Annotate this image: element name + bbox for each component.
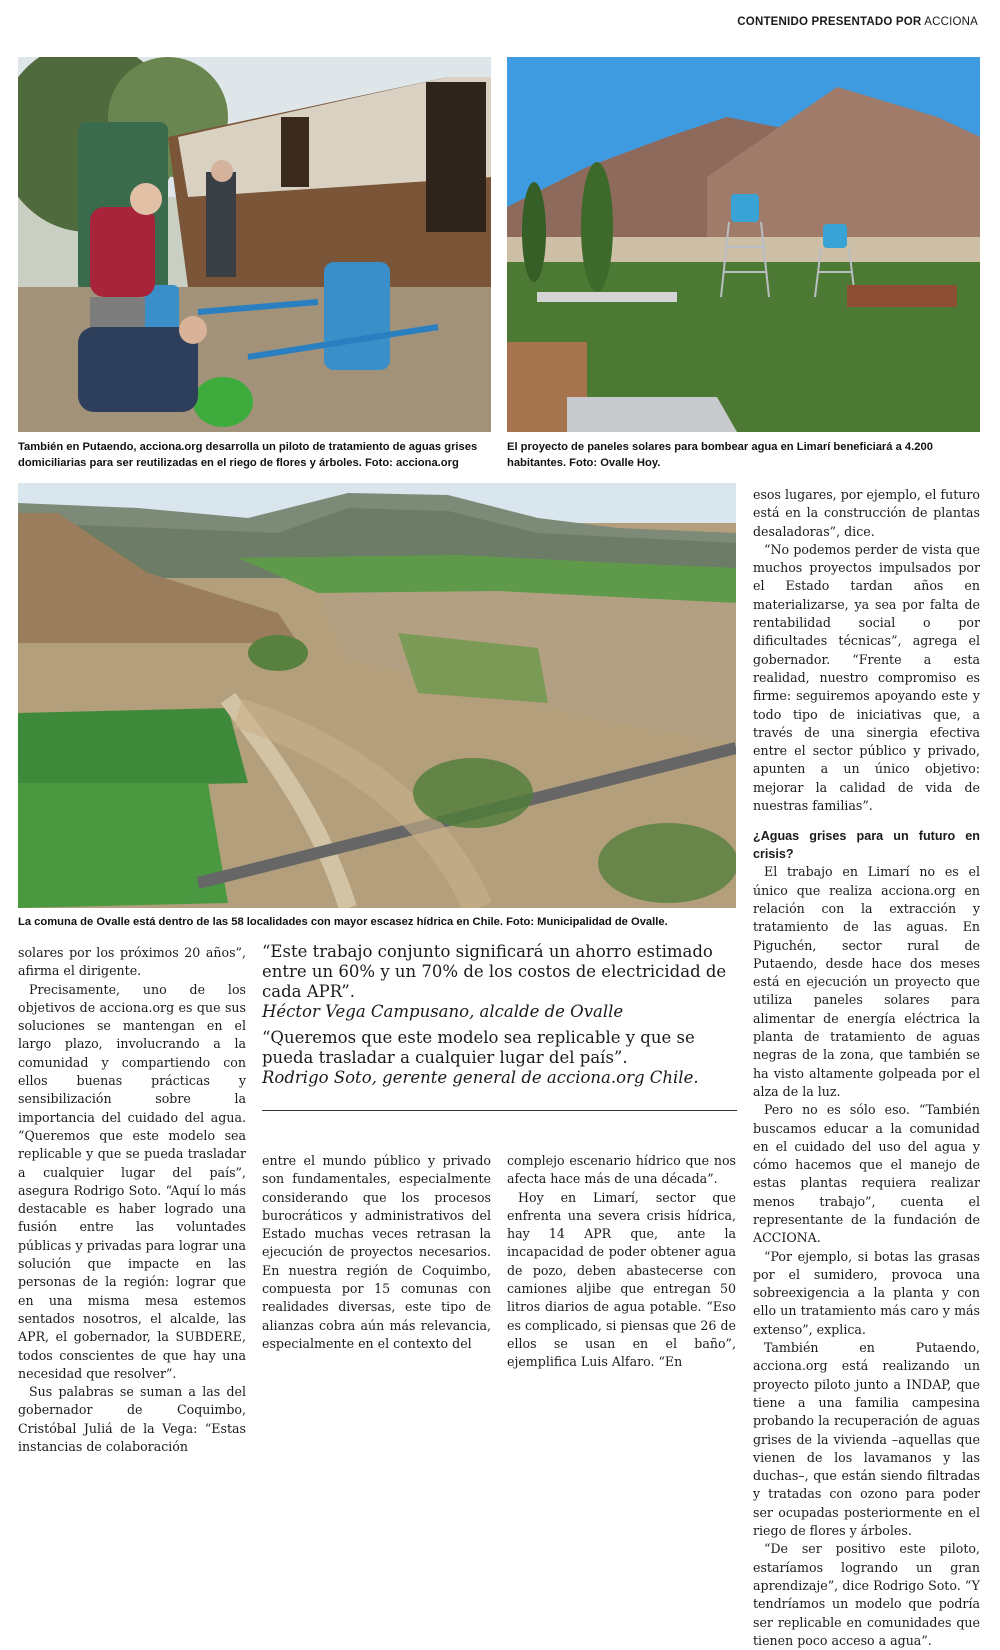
sponsor-label: CONTENIDO PRESENTADO POR	[737, 16, 922, 28]
col1-paragraph-2: Precisamente, uno de los objetivos de acciona.org es que sus soluciones se mantengan en el largo plazo, involucrando a la comunidad y compartiendo con ellos buenas prácticas y sensibilización sobre la importancia del cuidado del agua. “Queremos que este modelo sea replicable y que se pueda trasladar a cualquier lugar del país”, asegura Rodrigo Soto. “Aquí lo más destacable es haber logrado una fusión entre las voluntades públicas y privadas para lograr una solución que impacte en las personas de la región: lograr que en una misma mesa estemos sentados nosotros, el alcalde, las APR, el gobernador, la SUBDERE, todos conscientes de que hay una necesidad que resolver”.	[18, 981, 246, 1381]
caption-putaendo: También en Putaendo, acciona.org desarrolla un piloto de tratamiento de aguas grises domiciliarias para ser reutilizadas en el riego de flores y árboles. Foto: acciona.org	[18, 441, 478, 469]
pull-quote-2-text: “Queremos que este modelo sea replicable y que se pueda trasladar a cualquier lugar del país”.	[262, 1028, 695, 1067]
col4-paragraph-4: Pero no es sólo eso. “También buscamos educar a la comunidad en el cuidado del uso del agua y cómo hacemos que el manejo de estas plantas requiera realizar menos trabajo”, cuenta el representante de la fundación de ACCIONA.	[753, 1102, 980, 1246]
col4-paragraph-1: esos lugares, por ejemplo, el futuro está en la construcción de plantas desaladoras”, dice.	[753, 487, 980, 539]
caption-ovalle: La comuna de Ovalle está dentro de las 58 localidades con mayor escasez hídrica en Chile. Foto: Municipalidad de Ovalle.	[18, 916, 668, 928]
col4-paragraph-6: También en Putaendo, acciona.org está realizando un proyecto piloto junto a INDAP, que tiene a una familia campesina probando la recuperación de aguas grises de la vivienda –aquellas que vienen de los lavamanos y las duchas–, que están siendo filtradas y tratadas con ozono para poder ser ocupadas posteriormente en el riego de flores y árboles.	[753, 1340, 980, 1539]
pull-quote-1-text: “Este trabajo conjunto significará un ahorro estimado entre un 60% y un 70% de los costos de electricidad de cada APR”.	[262, 942, 727, 1001]
col3-paragraph-2: Hoy en Limarí, sector que enfrenta una severa crisis hídrica, hay 14 APR que, ante la incapacidad de poder obtener agua de pozo, deben abastecerse con camiones aljibe que entregan 50 litros diarios de agua potable. “Eso es complicado, si piensas que 26 de ellos se usan en el baño”, ejemplifica Luis Alfaro. “En	[507, 1189, 736, 1370]
photo-ovalle-aerial	[18, 483, 736, 908]
pull-quote-1	[262, 942, 737, 1022]
quote-divider	[262, 1110, 737, 1111]
column-1	[18, 944, 246, 1456]
photo-putaendo-illustration	[18, 57, 491, 432]
photo-limari-illustration	[507, 57, 980, 432]
col1-paragraph-1: solares por los próximos 20 años”, afirma el dirigente.	[18, 945, 246, 979]
col4-paragraph-3: El trabajo en Limarí no es el único que realiza acciona.org en relación con la extracción y tratamiento de las aguas. En Piguchén, sector rural de Putaendo, desde hace dos meses está en ejecución un proyecto que utiliza paneles solares para alimentar de energía eléctrica la planta de tratamiento de aguas negras de la zona, que también se ha visto altamente golpeada por el alza de la luz.	[753, 864, 980, 1099]
photo-putaendo	[18, 57, 491, 432]
pull-quote-2-author: Rodrigo Soto, gerente general de acciona.org Chile.	[262, 1068, 699, 1087]
photo-limari-tanks	[507, 57, 980, 432]
sponsor-brand: ACCIONA	[924, 16, 978, 28]
subheading-aguas-grises: ¿Aguas grises para un futuro en crisis?	[753, 829, 980, 862]
photo-ovalle-illustration	[18, 483, 736, 908]
column-3	[507, 1152, 736, 1372]
col2-paragraph-1: entre el mundo público y privado son fundamentales, especialmente considerando que los procesos burocráticos y administrativos del Estado muchas veces retrasan la ejecución de proyectos necesarios. En nuestra región de Coquimbo, compuesta por 15 comunas con realidades diversas, este tipo de alianzas cobra aún más relevancia, especialmente en el contexto del	[262, 1153, 491, 1351]
col4-paragraph-5: “Por ejemplo, si botas las grasas por el sumidero, provoca una sobreexigencia a la planta y con ello un tratamiento más caro y más extenso”, explica.	[753, 1248, 980, 1337]
col4-paragraph-2: “No podemos perder de vista que muchos proyectos impulsados por el Estado tardan años en materializarse, ya sea por falta de rentabilidad social o por dificultades técnicas”, agrega el gobernador. “Frente a esta realidad, nuestro compromiso es firme: seguiremos apoyando este y todo tipo de iniciativas que, a través de una sinergia efectiva entre el sector público y privado, apunten a un único objetivo: mejorar la calidad de vida de nuestras familias”.	[753, 541, 980, 814]
col4-paragraph-7: “De ser positivo este piloto, estaríamos logrando un gran aprendizaje”, dice Rodrigo Soto. “Y tendríamos un modelo que podría ser replicable en comunidades que tienen poco acceso a agua”.	[753, 1541, 980, 1648]
caption-limari: El proyecto de paneles solares para bombear agua en Limarí beneficiará a 4.200 habitantes. Foto: Ovalle Hoy.	[507, 441, 933, 469]
col1-paragraph-3: Sus palabras se suman a las del gobernador de Coquimbo, Cristóbal Juliá de la Vega: “Estas instancias de colaboración	[18, 1384, 246, 1455]
column-4	[753, 486, 980, 1650]
pull-quote-1-author: Héctor Vega Campusano, alcalde de Ovalle	[262, 1002, 624, 1021]
pull-quote-2	[262, 1028, 737, 1088]
sponsor-header	[737, 16, 978, 28]
col3-paragraph-1: complejo escenario hídrico que nos afecta hace más de una década”.	[507, 1153, 736, 1187]
column-2	[262, 1152, 491, 1353]
